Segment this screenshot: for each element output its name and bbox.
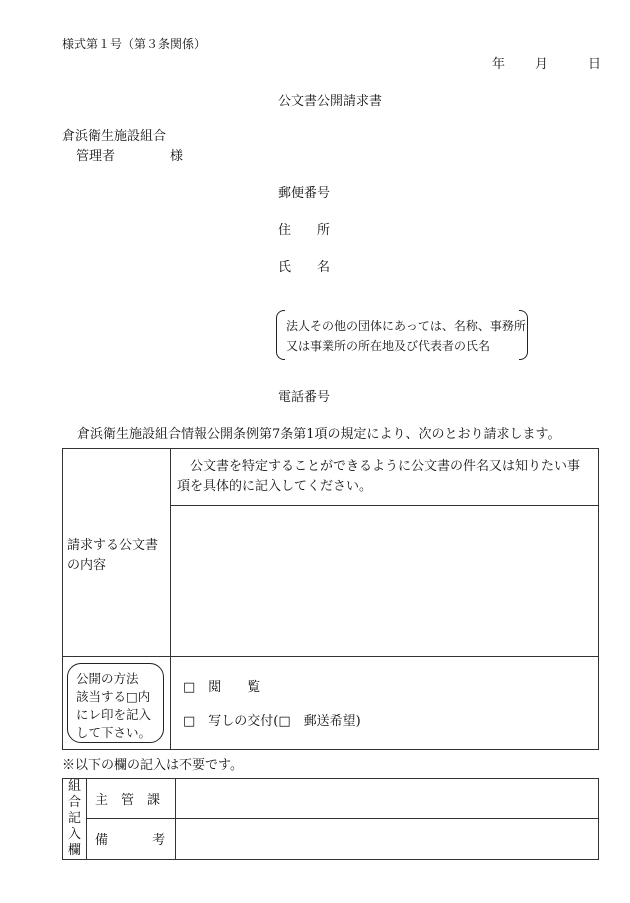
side-char-4: 入 [67, 827, 81, 842]
addressee-organization: 倉浜衛生施設組合 [62, 129, 167, 144]
document-title: 公文書公開請求書 [278, 94, 383, 109]
postal-code-label: 郵便番号 [278, 186, 331, 201]
side-char-5: 欄 [67, 843, 81, 858]
not-required-notice: ※以下の欄の記入は不要です。 [62, 758, 243, 773]
method-line4: して下さい。 [76, 725, 152, 740]
address-label: 住 所 [278, 223, 331, 238]
corporation-note-box [276, 310, 528, 360]
side-char-1: 組 [67, 779, 81, 794]
corporation-note-line1: 法人その他の団体にあっては、名称、事務所 [286, 319, 526, 333]
method-label-cell [63, 657, 171, 750]
instruction-text: 公文書を特定することができるように公文書の件名又は知りたい事項を具体的に記入してください。 [177, 459, 581, 494]
left-paren-bracket [276, 310, 285, 360]
content-label-cell [63, 449, 171, 657]
addressee-manager: 管理者 [76, 149, 116, 164]
method-rounded-box [67, 663, 164, 743]
date-day-label: 日 [588, 57, 602, 72]
option-view-checkbox[interactable]: □ 閲 覧 [183, 680, 261, 695]
corporation-note [286, 316, 526, 356]
form-number: 様式第１号（第３条関係） [62, 37, 207, 51]
instruction-cell [171, 449, 599, 506]
request-table [62, 448, 599, 750]
side-char-2: 合 [67, 795, 81, 810]
content-label-line1: 請求する公文書 [67, 537, 159, 553]
remarks-label-cell [87, 818, 176, 859]
remarks-label-1: 備 [95, 833, 109, 849]
dept-label-cell [87, 779, 176, 819]
dept-value-cell[interactable] [176, 779, 599, 819]
method-line2: 該当する□内 [76, 689, 151, 704]
content-label-line2: の内容 [67, 557, 107, 573]
addressee-honorific: 様 [170, 149, 184, 164]
side-char-3: 記 [67, 811, 81, 826]
remarks-value-cell[interactable] [176, 818, 599, 859]
method-line1: 公開の方法 [76, 671, 139, 686]
remarks-label-2: 考 [152, 833, 166, 849]
dept-label: 主 管 課 [95, 792, 161, 808]
date-year-label: 年 [492, 57, 506, 72]
date-month-label: 月 [535, 57, 549, 72]
method-options-cell [171, 657, 599, 750]
request-statement: 倉浜衛生施設組合情報公開条例第7条第1項の規定により、次のとおり請求します。 [77, 427, 561, 442]
method-line3: にレ印を記入 [76, 707, 152, 722]
option-copy-checkbox[interactable]: □ 写しの交付(□ 郵送希望) [183, 714, 361, 729]
corporation-note-line2: 又は事業所の所在地及び代表者の氏名 [286, 339, 491, 353]
name-label: 氏 名 [278, 260, 331, 275]
office-use-side-label [63, 779, 87, 860]
phone-label: 電話番号 [278, 390, 331, 405]
content-input-area[interactable] [171, 506, 599, 657]
office-use-table [62, 778, 599, 860]
